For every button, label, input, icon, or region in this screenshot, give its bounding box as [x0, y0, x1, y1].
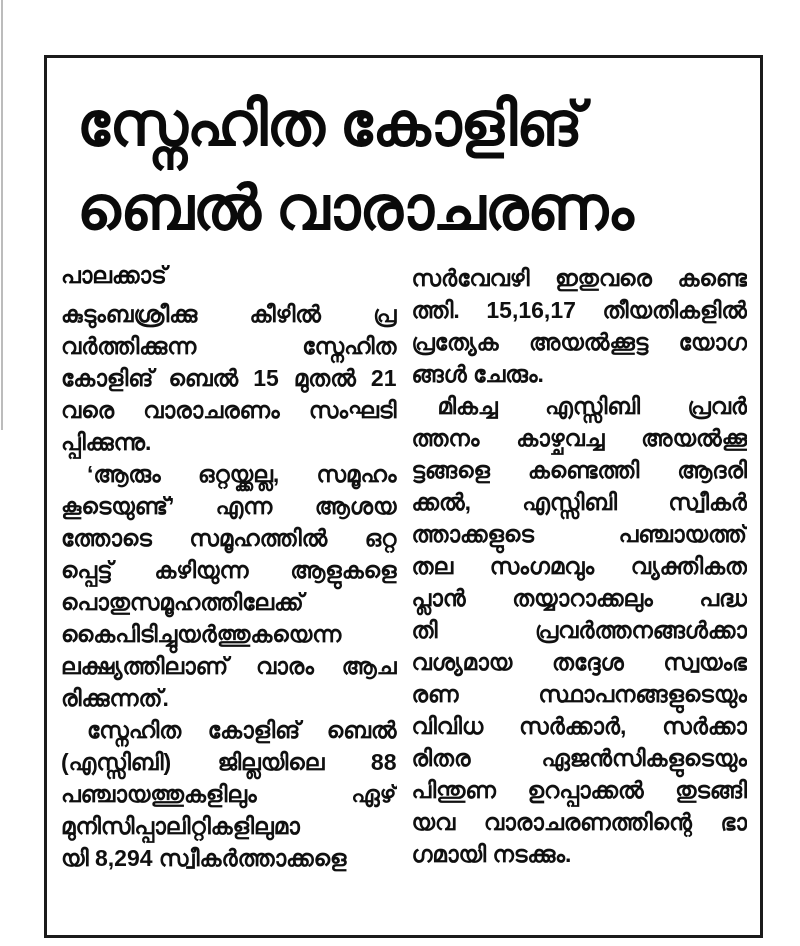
- text-line: പ്പിക്കുന്നു.: [61, 429, 152, 456]
- text-line: സർവേവഴി ഇതുവരെ കണ്ടെ: [411, 265, 747, 292]
- text-line: ത്താക്കളുടെ പഞ്ചായത്ത്: [411, 521, 747, 548]
- paragraph: [61, 458, 397, 714]
- text-line: വർത്തിക്കുന്ന സ്നേഹിത: [61, 333, 397, 360]
- text-line: ഗമായി നടക്കും.: [411, 841, 572, 868]
- text-line: മികച്ച എസ്സിബി പ്രവർ: [437, 393, 747, 420]
- headline-line: സ്നേഹിത കോളിങ്: [77, 90, 582, 158]
- scan-artifact-line: [1, 0, 3, 430]
- text-line: പ്പെട്ട് കഴിയുന്ന ആളുകളെ: [61, 557, 397, 584]
- text-line: കുടുംബശ്രീക്കു കീഴിൽ പ്ര: [61, 301, 397, 328]
- paragraph: [412, 262, 748, 390]
- text-line: സ്നേഹിത കോളിങ് ബെൽ: [87, 717, 397, 744]
- headline-line: ബെൽ വാരാചരണം: [77, 174, 633, 243]
- text-line: ങ്ങൾ ചേരും.: [411, 361, 544, 388]
- article-body: [61, 262, 747, 874]
- text-line: (എസ്സിബി) ജില്ലയിലെ 88: [61, 749, 397, 776]
- text-line: പഞ്ചായത്തുകളിലും ഏഴ്: [61, 781, 397, 808]
- text-line: വരെ വാരാചരണം സംഘടി: [61, 397, 397, 424]
- text-line: കോളിങ് ബെൽ 15 മുതൽ 21: [61, 365, 397, 392]
- text-line: ‘ആരും ഒറ്റയ്ക്കല്ല, സമൂഹം: [87, 461, 397, 488]
- text-line: വശ്യമായ തദ്ദേശ സ്വയംഭ: [411, 649, 747, 676]
- text-line: ത്തി. 15,16,17 തീയതികളിൽ: [411, 297, 747, 324]
- headline: [77, 82, 747, 250]
- text-line: വിവിധ സർക്കാർ, സർക്കാ: [411, 713, 747, 740]
- text-line: കൂടെയുണ്ട്’ എന്ന ആശയ: [61, 493, 397, 520]
- paragraph: [412, 390, 748, 870]
- text-line: യി 8,294 സ്വീകർത്താക്കളെ: [61, 845, 347, 872]
- text-line: ലക്ഷ്യത്തിലാണ് വാരം ആച: [61, 653, 397, 680]
- text-line: ട്ടങ്ങളെ കണ്ടെത്തി ആദരി: [411, 457, 747, 484]
- text-line: യവ വാരാചരണത്തിന്റെ ഭാ: [411, 809, 747, 836]
- text-line: പൊതുസമൂഹത്തിലേക്ക്: [61, 589, 304, 616]
- newspaper-clipping: [44, 55, 763, 938]
- text-line: കൈപിടിച്ചുയർത്തുകയെന്ന: [61, 621, 342, 648]
- paragraph: [61, 298, 397, 458]
- article-column: [61, 262, 397, 874]
- text-line: രണ സ്ഥാപനങ്ങളുടെയും: [411, 681, 747, 708]
- text-line: ത്തോടെ സമൂഹത്തിൽ ഒറ്റ: [61, 525, 397, 552]
- text-line: ത്തനം കാഴ്ചവച്ച അയൽക്കൂ: [411, 425, 747, 452]
- text-line: രിതര ഏജൻസികളുടെയും: [411, 745, 747, 772]
- dateline: പാലക്കാട്: [61, 262, 167, 289]
- text-line: ക്കൽ, എസ്സിബി സ്വീകർ: [411, 489, 747, 516]
- text-line: തല സംഗമവും വ്യക്തികത: [411, 553, 747, 580]
- text-line: തി പ്രവർത്തനങ്ങൾക്കാ: [411, 617, 747, 644]
- text-line: പ്രത്യേക അയൽക്കൂട്ട യോഗ: [411, 329, 747, 356]
- paragraph: [61, 714, 397, 874]
- text-line: പിന്തുണ ഉറപ്പാക്കൽ തുടങ്ങി: [411, 777, 747, 804]
- text-line: മുനിസിപ്പാലിറ്റികളിലുമാ: [61, 813, 300, 840]
- text-line: പ്ലാൻ തയ്യാറാക്കലും പദ്ധ: [411, 585, 747, 612]
- text-line: രിക്കുന്നത്.: [61, 685, 169, 712]
- article-column: [412, 262, 748, 874]
